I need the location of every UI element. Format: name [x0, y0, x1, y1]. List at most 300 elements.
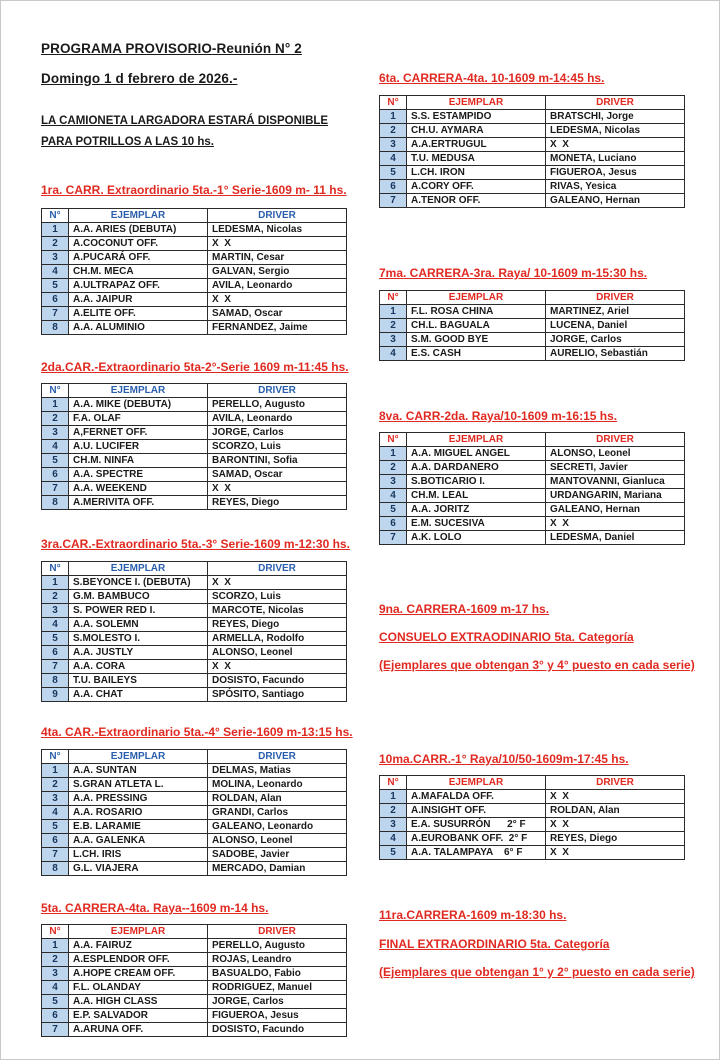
horse-name: S.S. ESTAMPIDO — [407, 110, 546, 124]
horse-name: A.HOPE CREAM OFF. — [69, 967, 208, 981]
horse-name: F.A. OLAF — [69, 412, 208, 426]
horse-name: A.CORY OFF. — [407, 180, 546, 194]
horse-name: A.A. CHAT — [69, 688, 208, 702]
horse-number: 6 — [42, 468, 69, 482]
horse-number: 4 — [42, 265, 69, 279]
driver-name: MARTINEZ, Ariel — [546, 305, 685, 319]
horse-number: 5 — [42, 820, 69, 834]
driver-name: JORGE, Carlos — [208, 426, 347, 440]
col-header-driver: DRIVER — [546, 96, 685, 110]
table-row — [42, 778, 347, 792]
horse-name: A.A. TALAMPAYA 6° F — [407, 846, 546, 860]
table-row — [42, 398, 347, 412]
horse-name: A.A. ALUMINIO — [69, 321, 208, 335]
driver-name: FIGUEROA, Jesus — [208, 1009, 347, 1023]
race-table — [41, 208, 347, 335]
driver-name: X X — [208, 660, 347, 674]
driver-name: ROLDAN, Alan — [208, 792, 347, 806]
driver-name: MARCOTE, Nicolas — [208, 604, 347, 618]
horse-name: A.A. DARDANERO — [407, 461, 546, 475]
horse-name: S.MOLESTO I. — [69, 632, 208, 646]
table-row — [42, 660, 347, 674]
horse-name: L.CH. IRIS — [69, 848, 208, 862]
horse-number: 7 — [380, 194, 407, 208]
right-column — [379, 1, 697, 1059]
col-header-driver: DRIVER — [546, 291, 685, 305]
driver-name: SAMAD, Oscar — [208, 307, 347, 321]
horse-name: A.A. PRESSING — [69, 792, 208, 806]
table-row — [42, 834, 347, 848]
table-header-row — [42, 384, 347, 398]
horse-number: 3 — [42, 792, 69, 806]
table-row — [42, 426, 347, 440]
horse-name: A.A. SUNTAN — [69, 764, 208, 778]
horse-name: A.K. LOLO — [407, 531, 546, 545]
table-header-row — [42, 562, 347, 576]
horse-name: A.ARUNA OFF. — [69, 1023, 208, 1037]
col-header-number: N° — [380, 776, 407, 790]
race-table — [41, 561, 347, 702]
table-row — [380, 517, 685, 531]
table-row — [42, 440, 347, 454]
horse-number: 4 — [380, 832, 407, 846]
race-table-wrap — [41, 561, 347, 702]
driver-name: AVILA, Leonardo — [208, 279, 347, 293]
horse-number: 5 — [380, 166, 407, 180]
race-title: FINAL EXTRAORDINARIO 5ta. Categoría — [379, 937, 610, 951]
table-row — [42, 468, 347, 482]
horse-name: A.A. SPECTRE — [69, 468, 208, 482]
horse-number: 8 — [42, 496, 69, 510]
horse-name: CH.M. MECA — [69, 265, 208, 279]
horse-number: 4 — [380, 347, 407, 361]
table-row — [380, 124, 685, 138]
horse-number: 6 — [42, 834, 69, 848]
horse-number: 5 — [42, 995, 69, 1009]
race-title: 3ra.CAR.-Extraordinario 5ta.-3° Serie-1609 m-12:30 hs. — [41, 537, 350, 551]
horse-number: 5 — [380, 503, 407, 517]
horse-name: A.A. FAIRUZ — [69, 939, 208, 953]
table-row — [380, 319, 685, 333]
table-row — [380, 138, 685, 152]
horse-number: 8 — [42, 321, 69, 335]
col-header-driver: DRIVER — [208, 750, 347, 764]
table-row — [380, 447, 685, 461]
page-date: Domingo 1 d febrero de 2026.- — [41, 71, 238, 86]
horse-number: 1 — [380, 790, 407, 804]
horse-number: 7 — [42, 660, 69, 674]
race-table-wrap — [41, 208, 347, 335]
col-header-ejemplar: EJEMPLAR — [69, 209, 208, 223]
table-row — [42, 496, 347, 510]
horse-number: 2 — [42, 412, 69, 426]
col-header-ejemplar: EJEMPLAR — [69, 925, 208, 939]
horse-number: 8 — [42, 862, 69, 876]
page-note-line: LA CAMIONETA LARGADORA ESTARÁ DISPONIBLE — [41, 115, 329, 127]
col-header-number: N° — [42, 562, 69, 576]
driver-name: BRATSCHI, Jorge — [546, 110, 685, 124]
table-row — [380, 333, 685, 347]
col-header-number: N° — [380, 291, 407, 305]
race-title: 8va. CARR-2da. Raya/10-1609 m-16:15 hs. — [379, 409, 618, 423]
col-header-ejemplar: EJEMPLAR — [69, 750, 208, 764]
horse-number: 3 — [380, 138, 407, 152]
driver-name: SCORZO, Luis — [208, 590, 347, 604]
horse-name: E.P. SALVADOR — [69, 1009, 208, 1023]
left-column — [41, 1, 359, 1059]
driver-name: BARONTINI, Sofia — [208, 454, 347, 468]
driver-name: URDANGARIN, Mariana — [546, 489, 685, 503]
table-row — [42, 953, 347, 967]
horse-name: A.INSIGHT OFF. — [407, 804, 546, 818]
driver-name: FERNANDEZ, Jaime — [208, 321, 347, 335]
table-row — [380, 531, 685, 545]
driver-name: MANTOVANNI, Gianluca — [546, 475, 685, 489]
horse-number: 4 — [380, 152, 407, 166]
horse-number: 1 — [380, 305, 407, 319]
col-header-driver: DRIVER — [208, 384, 347, 398]
driver-name: GALEANO, Hernan — [546, 503, 685, 517]
horse-number: 3 — [42, 251, 69, 265]
table-row — [42, 307, 347, 321]
horse-number: 2 — [42, 237, 69, 251]
table-row — [42, 251, 347, 265]
horse-name: A.A. JUSTLY — [69, 646, 208, 660]
driver-name: GALVAN, Sergio — [208, 265, 347, 279]
horse-number: 4 — [42, 981, 69, 995]
horse-number: 1 — [42, 223, 69, 237]
horse-name: A.MAFALDA OFF. — [407, 790, 546, 804]
horse-number: 4 — [42, 806, 69, 820]
table-row — [42, 293, 347, 307]
driver-name: REYES, Diego — [208, 496, 347, 510]
driver-name: ARMELLA, Rodolfo — [208, 632, 347, 646]
horse-number: 1 — [42, 398, 69, 412]
horse-number: 7 — [380, 531, 407, 545]
horse-number: 1 — [380, 110, 407, 124]
driver-name: GALEANO, Hernan — [546, 194, 685, 208]
horse-number: 2 — [380, 124, 407, 138]
horse-name: F.L. OLANDAY — [69, 981, 208, 995]
table-header-row — [42, 209, 347, 223]
race-table — [41, 749, 347, 876]
driver-name: X X — [546, 790, 685, 804]
driver-name: X X — [546, 818, 685, 832]
race-table-wrap — [379, 95, 685, 208]
horse-number: 7 — [42, 482, 69, 496]
driver-name: SECRETI, Javier — [546, 461, 685, 475]
driver-name: MERCADO, Damian — [208, 862, 347, 876]
table-row — [380, 152, 685, 166]
horse-name: S.BOTICARIO I. — [407, 475, 546, 489]
horse-name: L.CH. IRON — [407, 166, 546, 180]
race-table — [379, 95, 685, 208]
driver-name: GALEANO, Leonardo — [208, 820, 347, 834]
table-row — [42, 618, 347, 632]
driver-name: REYES, Diego — [546, 832, 685, 846]
race-title: 7ma. CARRERA-3ra. Raya/ 10-1609 m-15:30 hs. — [379, 266, 648, 280]
race-table — [379, 290, 685, 361]
table-row — [380, 503, 685, 517]
horse-name: A.A. JAIPUR — [69, 293, 208, 307]
horse-number: 6 — [42, 1009, 69, 1023]
horse-name: E.A. SUSURRÓN 2° F — [407, 818, 546, 832]
horse-name: A,FERNET OFF. — [69, 426, 208, 440]
table-row — [42, 688, 347, 702]
table-row — [380, 166, 685, 180]
col-header-driver: DRIVER — [208, 209, 347, 223]
col-header-ejemplar: EJEMPLAR — [69, 562, 208, 576]
table-row — [42, 939, 347, 953]
race-title: 10ma.CARR.-1° Raya/10/50-1609m-17:45 hs. — [379, 752, 629, 766]
driver-name: LEDESMA, Nicolas — [208, 223, 347, 237]
table-header-row — [380, 291, 685, 305]
table-row — [380, 461, 685, 475]
horse-name: A.ELITE OFF. — [69, 307, 208, 321]
table-row — [42, 981, 347, 995]
race-table-wrap — [379, 432, 685, 545]
table-row — [42, 820, 347, 834]
horse-name: CH.M. LEAL — [407, 489, 546, 503]
table-row — [380, 110, 685, 124]
table-row — [42, 223, 347, 237]
horse-name: A.A. HIGH CLASS — [69, 995, 208, 1009]
driver-name: LEDESMA, Nicolas — [546, 124, 685, 138]
horse-name: E.B. LARAMIE — [69, 820, 208, 834]
driver-name: JORGE, Carlos — [208, 995, 347, 1009]
race-table-wrap — [379, 290, 685, 361]
driver-name: DOSISTO, Facundo — [208, 674, 347, 688]
horse-name: A.A. MIGUEL ANGEL — [407, 447, 546, 461]
table-row — [42, 764, 347, 778]
table-row — [380, 194, 685, 208]
col-header-number: N° — [42, 384, 69, 398]
table-row — [42, 806, 347, 820]
horse-name: A.A.ERTRUGUL — [407, 138, 546, 152]
driver-name: PERELLO, Augusto — [208, 939, 347, 953]
horse-name: A.PUCARÁ OFF. — [69, 251, 208, 265]
race-table — [379, 775, 685, 860]
horse-number: 1 — [42, 939, 69, 953]
race-title: 6ta. CARRERA-4ta. 10-1609 m-14:45 hs. — [379, 71, 605, 85]
horse-name: A.A. GALENKA — [69, 834, 208, 848]
driver-name: DELMAS, Matias — [208, 764, 347, 778]
table-header-row — [380, 96, 685, 110]
driver-name: FIGUEROA, Jesus — [546, 166, 685, 180]
driver-name: SAMAD, Oscar — [208, 468, 347, 482]
horse-number: 1 — [42, 576, 69, 590]
table-row — [42, 674, 347, 688]
race-title: (Ejemplares que obtengan 1° y 2° puesto en cada serie) — [379, 965, 695, 979]
driver-name: ALONSO, Leonel — [208, 646, 347, 660]
horse-name: S.GRAN ATLETA L. — [69, 778, 208, 792]
horse-name: A.A. SOLEMN — [69, 618, 208, 632]
col-header-driver: DRIVER — [546, 433, 685, 447]
race-title: 2da.CAR.-Extraordinario 5ta-2°-Serie 1609 m-11:45 hs. — [41, 360, 349, 374]
horse-name: A.A. MIKE (DEBUTA) — [69, 398, 208, 412]
race-table-wrap — [41, 383, 347, 510]
table-row — [42, 792, 347, 806]
horse-name: T.U. BAILEYS — [69, 674, 208, 688]
table-row — [380, 790, 685, 804]
driver-name: SPÓSITO, Santiago — [208, 688, 347, 702]
table-row — [380, 804, 685, 818]
table-row — [380, 818, 685, 832]
table-row — [380, 305, 685, 319]
horse-number: 1 — [380, 447, 407, 461]
horse-name: A.A. CORA — [69, 660, 208, 674]
table-header-row — [380, 776, 685, 790]
horse-number: 3 — [380, 333, 407, 347]
driver-name: X X — [208, 237, 347, 251]
horse-number: 7 — [42, 307, 69, 321]
horse-number: 5 — [380, 846, 407, 860]
table-row — [380, 832, 685, 846]
race-title: CONSUELO EXTRAODINARIO 5ta. Categoría — [379, 630, 634, 644]
race-table-wrap — [41, 749, 347, 876]
page-note-line: PARA POTRILLOS A LAS 10 hs. — [41, 136, 214, 148]
horse-number: 9 — [42, 688, 69, 702]
horse-name: G.M. BAMBUCO — [69, 590, 208, 604]
horse-name: A.A. ROSARIO — [69, 806, 208, 820]
table-row — [380, 489, 685, 503]
table-header-row — [380, 433, 685, 447]
horse-name: CH.L. BAGUALA — [407, 319, 546, 333]
table-row — [42, 967, 347, 981]
horse-number: 1 — [42, 764, 69, 778]
horse-number: 4 — [380, 489, 407, 503]
horse-name: S. POWER RED I. — [69, 604, 208, 618]
horse-number: 8 — [42, 674, 69, 688]
horse-number: 6 — [42, 646, 69, 660]
race-title: 1ra. CARR. Extraordinario 5ta.-1° Serie-1609 m- 11 hs. — [41, 183, 347, 197]
horse-name: T.U. MEDUSA — [407, 152, 546, 166]
horse-number: 3 — [42, 967, 69, 981]
driver-name: REYES, Diego — [208, 618, 347, 632]
table-row — [42, 604, 347, 618]
horse-number: 5 — [42, 454, 69, 468]
col-header-number: N° — [380, 433, 407, 447]
horse-name: CH.M. NINFA — [69, 454, 208, 468]
driver-name: SCORZO, Luis — [208, 440, 347, 454]
col-header-driver: DRIVER — [546, 776, 685, 790]
table-header-row — [42, 750, 347, 764]
table-row — [42, 321, 347, 335]
horse-name: A.A. JORITZ — [407, 503, 546, 517]
race-title: 4ta. CAR.-Extraordinario 5ta.-4° Serie-1609 m-13:15 hs. — [41, 725, 353, 739]
table-row — [42, 590, 347, 604]
race-table-wrap — [379, 775, 685, 860]
table-row — [42, 646, 347, 660]
table-header-row — [42, 925, 347, 939]
horse-number: 6 — [42, 293, 69, 307]
horse-number: 6 — [380, 180, 407, 194]
table-row — [42, 862, 347, 876]
driver-name: MARTIN, Cesar — [208, 251, 347, 265]
horse-name: A.A. WEEKEND — [69, 482, 208, 496]
driver-name: ALONSO, Leonel — [208, 834, 347, 848]
table-row — [380, 475, 685, 489]
table-row — [42, 1023, 347, 1037]
driver-name: RODRIGUEZ, Manuel — [208, 981, 347, 995]
horse-name: E.M. SUCESIVA — [407, 517, 546, 531]
horse-name: S.M. GOOD BYE — [407, 333, 546, 347]
col-header-ejemplar: EJEMPLAR — [407, 96, 546, 110]
col-header-ejemplar: EJEMPLAR — [69, 384, 208, 398]
page-note — [41, 111, 328, 153]
driver-name: LUCENA, Daniel — [546, 319, 685, 333]
horse-number: 6 — [380, 517, 407, 531]
driver-name: X X — [208, 576, 347, 590]
driver-name: ROJAS, Leandro — [208, 953, 347, 967]
driver-name: BASUALDO, Fabio — [208, 967, 347, 981]
col-header-number: N° — [42, 925, 69, 939]
driver-name: X X — [546, 138, 685, 152]
driver-name: AVILA, Leonardo — [208, 412, 347, 426]
table-row — [42, 454, 347, 468]
horse-number: 5 — [42, 632, 69, 646]
driver-name: DOSISTO, Facundo — [208, 1023, 347, 1037]
col-header-ejemplar: EJEMPLAR — [407, 433, 546, 447]
col-header-number: N° — [380, 96, 407, 110]
horse-name: CH.U. AYMARA — [407, 124, 546, 138]
race-table — [41, 924, 347, 1037]
col-header-driver: DRIVER — [208, 925, 347, 939]
horse-name: A.ULTRAPAZ OFF. — [69, 279, 208, 293]
race-table-wrap — [41, 924, 347, 1037]
horse-name: F.L. ROSA CHINA — [407, 305, 546, 319]
col-header-ejemplar: EJEMPLAR — [407, 291, 546, 305]
col-header-driver: DRIVER — [208, 562, 347, 576]
horse-number: 5 — [42, 279, 69, 293]
table-row — [42, 632, 347, 646]
driver-name: MONETA, Luciano — [546, 152, 685, 166]
driver-name: X X — [208, 293, 347, 307]
race-title: 5ta. CARRERA-4ta. Raya--1609 m-14 hs. — [41, 901, 269, 915]
driver-name: LEDESMA, Daniel — [546, 531, 685, 545]
table-row — [380, 347, 685, 361]
driver-name: RIVAS, Yesica — [546, 180, 685, 194]
col-header-number: N° — [42, 750, 69, 764]
driver-name: ROLDAN, Alan — [546, 804, 685, 818]
driver-name: JORGE, Carlos — [546, 333, 685, 347]
table-row — [42, 412, 347, 426]
horse-name: G.L. VIAJERA — [69, 862, 208, 876]
driver-name: PERELLO, Augusto — [208, 398, 347, 412]
table-row — [42, 279, 347, 293]
horse-number: 4 — [42, 440, 69, 454]
horse-number: 2 — [380, 804, 407, 818]
table-row — [42, 265, 347, 279]
horse-number: 2 — [42, 778, 69, 792]
horse-number: 3 — [380, 475, 407, 489]
page-title: PROGRAMA PROVISORIO-Reunión N° 2 — [41, 41, 302, 56]
horse-number: 4 — [42, 618, 69, 632]
race-title: (Ejemplares que obtengan 3° y 4° puesto en cada serie) — [379, 658, 695, 672]
table-row — [42, 576, 347, 590]
horse-name: A.MERIVITA OFF. — [69, 496, 208, 510]
horse-name: A.ESPLENDOR OFF. — [69, 953, 208, 967]
horse-number: 3 — [42, 426, 69, 440]
horse-number: 7 — [42, 1023, 69, 1037]
horse-number: 7 — [42, 848, 69, 862]
driver-name: X X — [546, 846, 685, 860]
horse-name: A.COCONUT OFF. — [69, 237, 208, 251]
horse-number: 3 — [380, 818, 407, 832]
table-row — [42, 995, 347, 1009]
table-row — [380, 846, 685, 860]
horse-name: A.TENOR OFF. — [407, 194, 546, 208]
